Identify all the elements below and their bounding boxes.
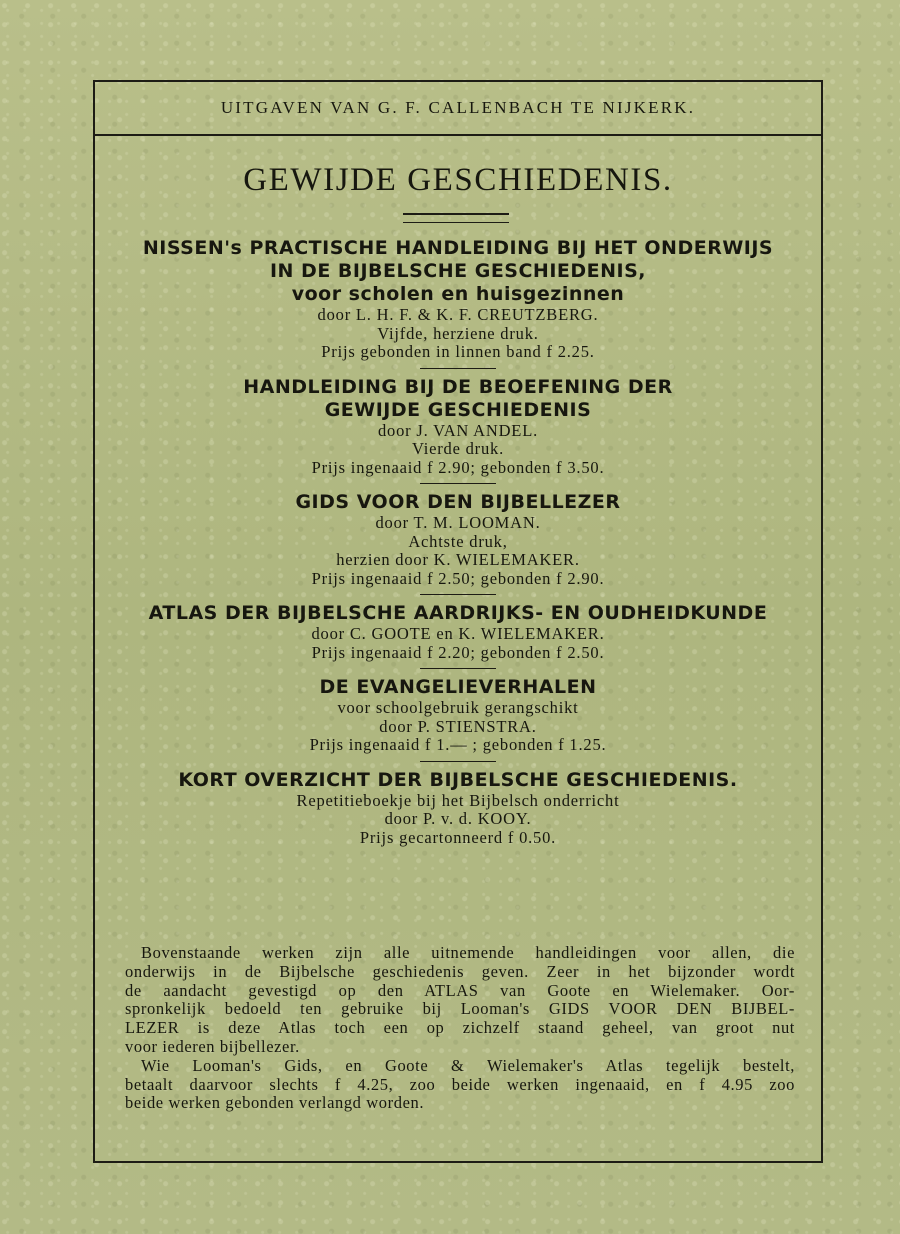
- book-price: Prijs gecartonneerd f 0.50.: [359, 827, 557, 847]
- book-entry-5: [95, 676, 821, 755]
- divider: [420, 761, 496, 762]
- book-entry-4: [95, 602, 821, 662]
- publisher-header: UITGAVEN VAN G. F. CALLENBACH TE NIJKERK.: [95, 82, 821, 136]
- divider: [420, 368, 496, 369]
- book-heading: KORT OVERZICHT DER BIJBELSCHE GESCHIEDENIS.: [178, 768, 738, 791]
- book-heading: GEWIJDE GESCHIEDENIS: [324, 398, 592, 421]
- book-price: Prijs gebonden in linnen band f 2.25.: [321, 342, 595, 361]
- book-entry-3: [95, 491, 821, 588]
- paragraph-line: de aandacht gevestigd op den ATLAS van Goote en Wielemaker. Oor-: [125, 980, 795, 1000]
- paragraph-1: [125, 944, 795, 1057]
- book-edition: Achtste druk,: [408, 531, 508, 551]
- book-price: Prijs ingenaaid f 2.20; gebonden f 2.50.: [311, 642, 605, 662]
- paragraph-line: voor iederen bijbellezer.: [125, 1036, 300, 1056]
- book-price: Prijs ingenaaid f 2.90; gebonden f 3.50.: [311, 457, 605, 477]
- page-frame: [93, 80, 823, 1163]
- book-edition: Vijfde, herziene druk.: [377, 323, 539, 343]
- paragraph-2: [125, 1057, 795, 1113]
- divider: [420, 668, 496, 669]
- paragraph-line: Bovenstaande werken zijn alle uitnemende handleidingen voor allen, die: [141, 943, 795, 962]
- book-heading: IN DE BIJBELSCHE GESCHIEDENIS,: [269, 260, 647, 282]
- book-heading: GIDS VOOR DEN BIJBELLEZER: [295, 491, 621, 513]
- paragraph-line: Wie Looman's Gids, en Goote & Wielemaker's Atlas tegelijk bestelt,: [141, 1055, 795, 1075]
- book-author: door J. VAN ANDEL.: [377, 420, 538, 440]
- book-author: door P. v. d. KOOY.: [384, 809, 532, 828]
- book-heading: ATLAS DER BIJBELSCHE AARDRIJKS- EN OUDHEIDKUNDE: [148, 602, 768, 624]
- book-author: door T. M. LOOMAN.: [375, 513, 541, 532]
- book-price: Prijs ingenaaid f 1.— ; gebonden f 1.25.: [309, 735, 607, 754]
- page-title: GEWIJDE GESCHIEDENIS.: [243, 162, 673, 198]
- divider: [420, 594, 496, 595]
- book-author: door P. STIENSTRA.: [379, 716, 537, 736]
- book-description: voor schoolgebruik gerangschikt: [337, 698, 579, 717]
- book-heading: DE EVANGELIEVERHALEN: [319, 676, 597, 698]
- divider: [420, 483, 496, 484]
- paragraph-line: spronkelijk bedoeld ten gebruike bij Looman's GIDS VOOR DEN BIJBEL-: [125, 999, 795, 1019]
- book-entry-1: [95, 237, 821, 362]
- book-description: Repetitieboekje bij het Bijbelsch onderricht: [296, 790, 620, 810]
- paragraph-line: onderwijs in de Bijbelsche geschiedenis geven. Zeer in het bijzonder wordt: [125, 961, 795, 981]
- book-heading: NISSEN's PRACTISCHE HANDLEIDING BIJ HET ONDERWIJS: [142, 237, 774, 259]
- book-edition: Vierde druk.: [412, 439, 504, 458]
- book-entry-6: [95, 769, 821, 848]
- paragraph-line: beide werken gebonden verlangd worden.: [125, 1093, 425, 1113]
- paragraph-line: betaalt daarvoor slechts f 4.25, zoo beide werken ingenaaid, en f 4.95 zoo: [125, 1074, 795, 1094]
- closing-text: [125, 944, 795, 1113]
- title-double-rule: [403, 213, 509, 223]
- book-author: door L. H. F. & K. F. CREUTZBERG.: [317, 305, 599, 324]
- book-price: Prijs ingenaaid f 2.50; gebonden f 2.90.: [311, 568, 605, 588]
- book-heading: HANDLEIDING BIJ DE BEOEFENING DER: [243, 375, 673, 398]
- book-list: [95, 237, 821, 847]
- paragraph-line: LEZER is deze Atlas toch een op zichzelf staand geheel, van groot nut: [125, 1018, 795, 1038]
- book-subheading: voor scholen en huisgezinnen: [291, 283, 625, 305]
- book-entry-2: [95, 376, 821, 478]
- book-reviser: herzien door K. WIELEMAKER.: [336, 550, 580, 569]
- book-author: door C. GOOTE en K. WIELEMAKER.: [311, 624, 605, 643]
